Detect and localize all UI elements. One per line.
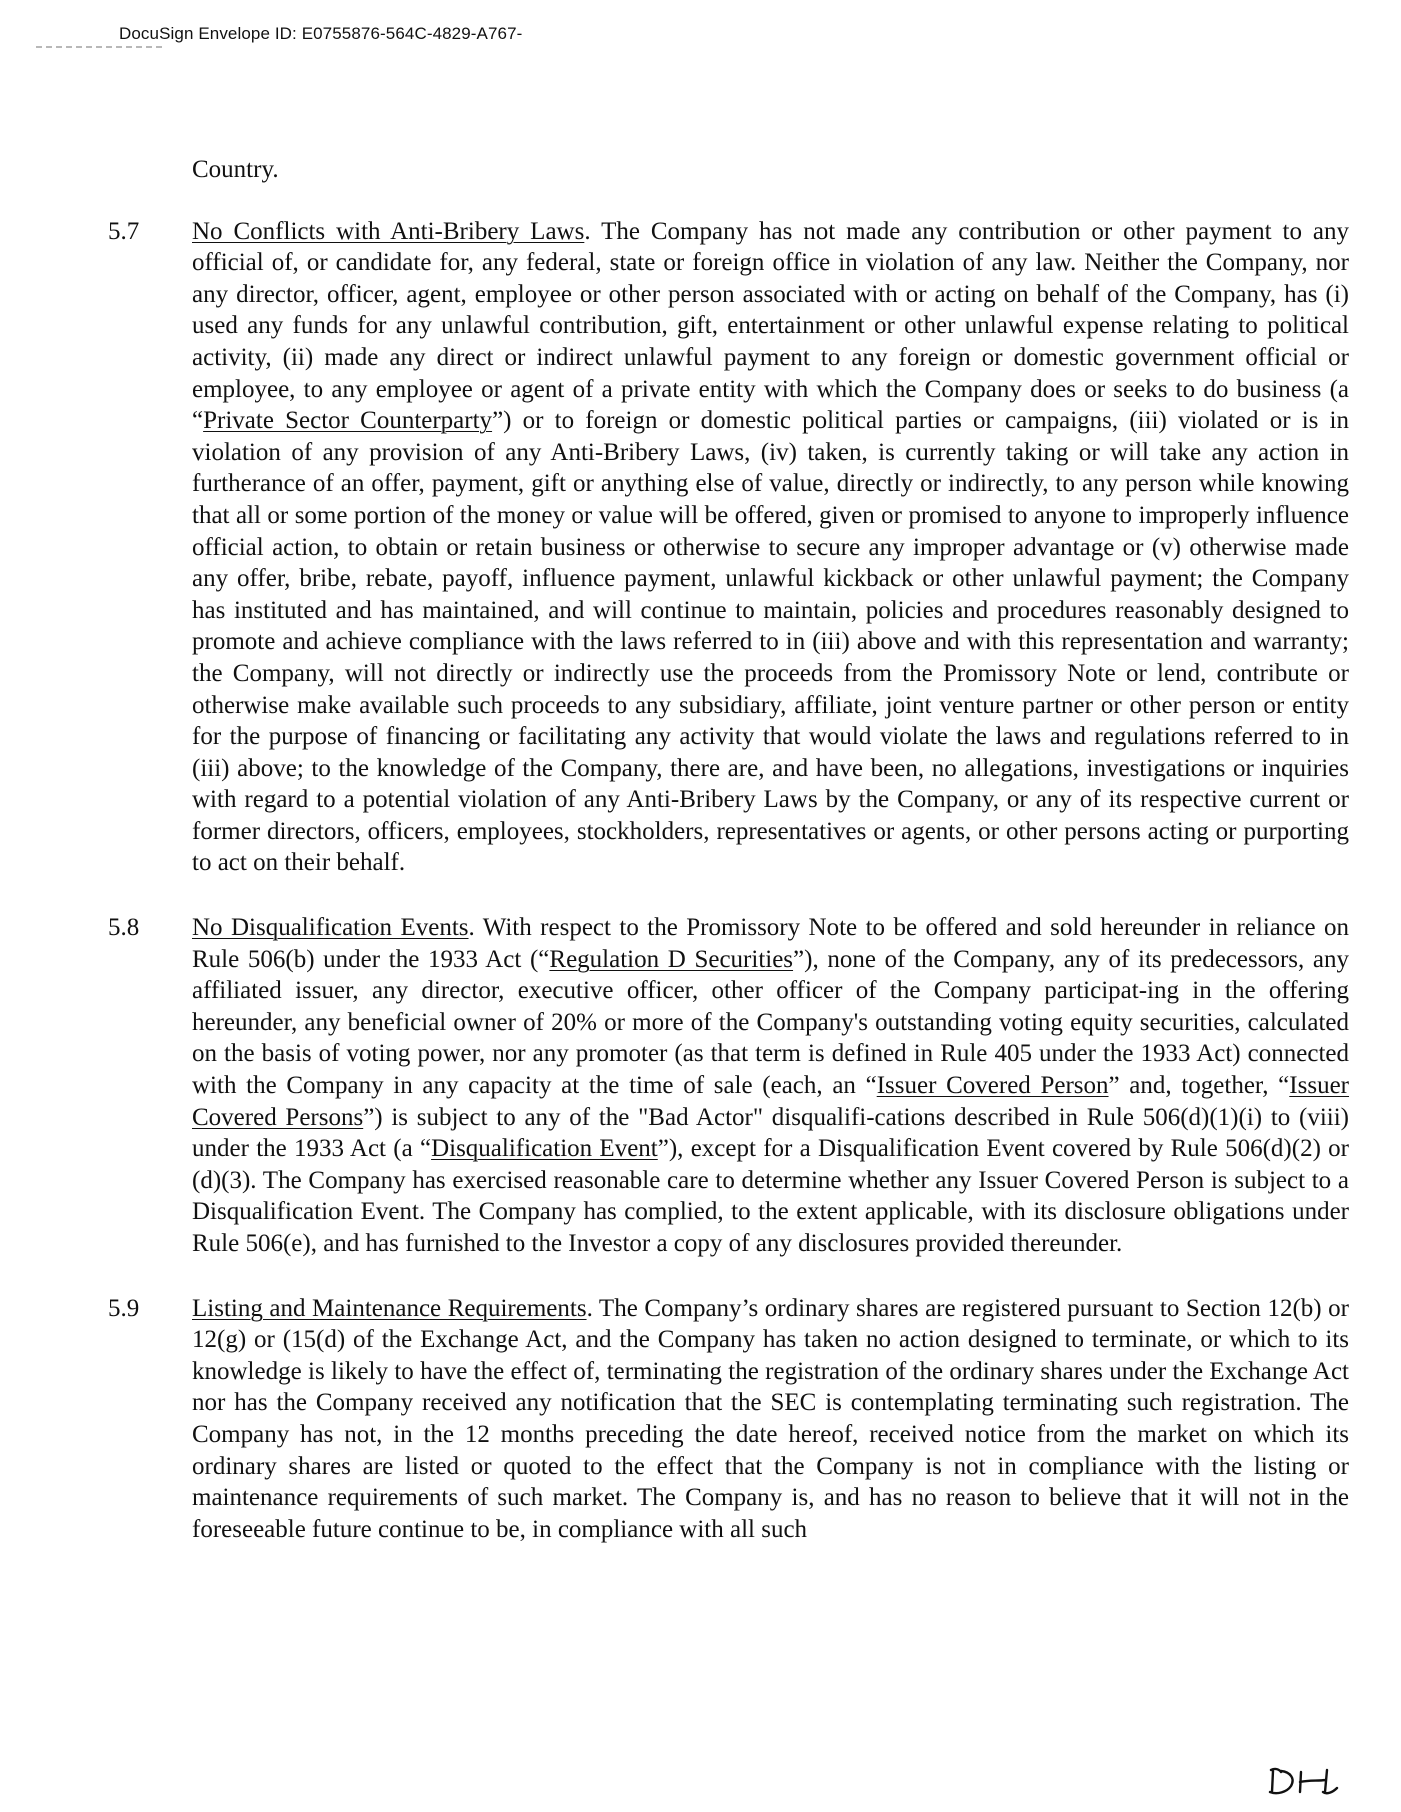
section-text: ”), except for a Disqualification Event covered by Rule 506(d)(2) or (d)(3). The Company has exercised reasonable care to determine whether any Issuer Covered Person is subject to a Disqualification Event. The Company has complied, to the extent applicable, with its disclosure obligations under Rule 506(e), and has furnished to the Investor a copy of any disclosures provided thereunder. bbox=[192, 1135, 1349, 1257]
section-paragraph bbox=[192, 912, 1349, 1260]
defined-term: Disqualification Event bbox=[431, 1135, 658, 1163]
section-number: 5.9 bbox=[108, 1294, 140, 1322]
section-heading: No Disqualification Events bbox=[192, 914, 469, 942]
section-text: ”), none of the Company, any of its predecessors, any affiliated issuer, any director, executive officer, other officer of the Company participat-ing in the offering hereunder, any beneficial owner of 20% or more of the Company's outstanding voting equity securities, calculated on the basis of voting power, nor any promoter (as that term is defined in Rule 405 under the 1933 Act) connected with the Company in any capacity at the time of sale (each, an “ bbox=[192, 945, 1350, 1100]
section-heading: No Conflicts with Anti-Bribery Laws bbox=[192, 217, 585, 245]
section-number: 5.7 bbox=[108, 217, 140, 245]
defined-term: Issuer Covered Person bbox=[876, 1072, 1109, 1100]
defined-term: Regulation D Securities bbox=[549, 945, 794, 973]
section-text: ”) is subject to any of the "Bad Actor" disqualifi-cations described in Rule 506(d)(1)(i) to (viii) under the 1933 Act (a “ bbox=[192, 1103, 1349, 1163]
section-text: ” and, together, “ bbox=[1108, 1072, 1290, 1100]
defined-term: Private Sector Counterparty bbox=[203, 407, 493, 435]
section-text: . The Company’s ordinary shares are registered pursuant to Section 12(b) or 12(g) or (15(d) of the Exchange Act, and the Company has taken no action designed to terminate, or which to its knowledge is likely to have the effect of, terminating the registration of the ordinary shares under the Exchange Act nor has the Company received any notification that the SEC is contemplating terminating such registration. The Company has not, in the 12 months preceding the date hereof, received notice from the market on which its ordinary shares are listed or quoted to the effect that the Company is not in compliance with the listing or maintenance requirements of such market. The Company is, and has no reason to believe that it will not in the foreseeable future continue to be, in compliance with all such bbox=[192, 1294, 1349, 1543]
header-dashed-rule bbox=[36, 46, 162, 48]
section-5-8 bbox=[108, 912, 1350, 1260]
defined-term: Issuer Covered Persons bbox=[192, 1072, 1350, 1131]
section-number: 5.8 bbox=[108, 914, 140, 942]
continuation-text: Country. bbox=[192, 156, 279, 183]
handwritten-initials bbox=[1265, 1762, 1355, 1802]
section-paragraph bbox=[192, 216, 1349, 879]
document-body bbox=[108, 154, 1350, 1578]
section-text: . The Company has not made any contribution or other payment to any official of, or candidate for, any federal, state or foreign office in violation of any law. Neither the Company, nor any director, officer, agent, employee or other person associated with or acting on behalf of the Company, has (i) used any funds for any unlawful contribution, gift, entertainment or other unlawful expense relating to political activity, (ii) made any direct or indirect unlawful payment to any foreign or domestic government official or employee, to any employee or agent of a private entity with which the Company does or seeks to do business (a “ bbox=[192, 217, 1349, 435]
section-text: . With respect to the Promissory Note to be offered and sold hereunder in reliance on Rule 506(b) under the 1933 Act (“ bbox=[192, 914, 1350, 973]
section-5-9 bbox=[108, 1293, 1349, 1546]
section-5-7 bbox=[108, 216, 1349, 879]
docusign-envelope-id: DocuSign Envelope ID: E0755876-564C-4829-A767- bbox=[119, 24, 523, 43]
section-heading: Listing and Maintenance Requirements bbox=[192, 1294, 587, 1322]
section-text: ”) or to foreign or domestic political parties or campaigns, (iii) violated or is in violation of any provision of any Anti-Bribery Laws, (iv) taken, is currently taking or will take any action in furtherance of an offer, payment, gift or anything else of value, directly or indirectly, to any person while knowing that all or some portion of the money or value will be offered, given or promised to anyone to improperly influence official action, to obtain or retain business or otherwise to secure any improper advantage or (v) otherwise made any offer, bribe, rebate, payoff, influence payment, unlawful kickback or other unlawful payment; the Company has instituted and has maintained, and will continue to maintain, policies and procedures reasonably designed to promote and achieve compliance with the laws referred to in (iii) above and with this representation and warranty; the Company, will not directly or indirectly use the proceeds from the Promissory Note or lend, contribute or otherwise make available such proceeds to any subsidiary, affiliate, joint venture partner or other person or entity for the purpose of financing or facilitating any activity that would violate the laws and regulations referred to in (iii) above; to the knowledge of the Company, there are, and have been, no allegations, investigations or inquiries with regard to a potential violation of any Anti-Bribery Laws by the Company, or any of its respective current or former directors, officers, employees, stockholders, representatives or agents, or other persons acting or purporting to act on their behalf. bbox=[192, 407, 1349, 877]
section-paragraph bbox=[192, 1293, 1349, 1546]
